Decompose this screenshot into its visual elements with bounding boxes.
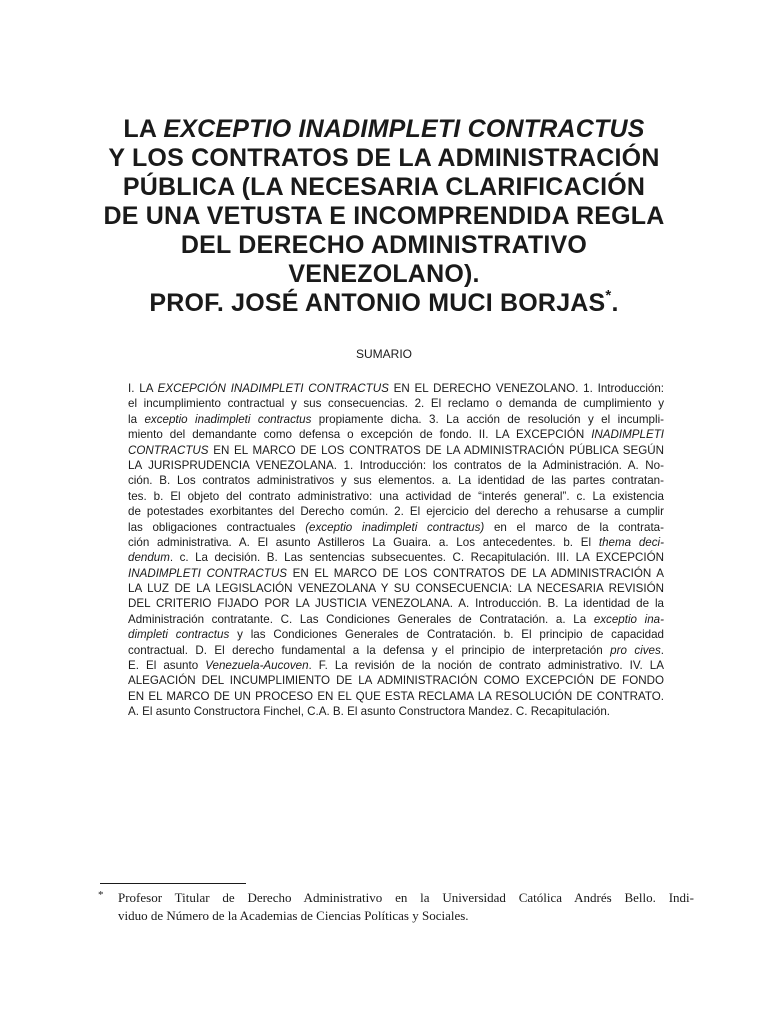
- sumario-text: ALEGACIÓN DEL INCUMPLIMIENTO DE LA ADMINISTRACIÓN COMO EXCEPCIÓN DE FONDO: [128, 674, 664, 688]
- sumario-italic-text: CONTRACTUS: [128, 443, 209, 457]
- sumario-line: [128, 658, 664, 673]
- author-footnote-mark: *: [605, 287, 612, 304]
- sumario-text: EN EL DERECHO VENEZOLANO. 1. Introducción:: [388, 382, 665, 395]
- title-line-5: DEL DERECHO ADMINISTRATIVO: [180, 231, 588, 259]
- title-line-6: VENEZOLANO).: [288, 260, 480, 288]
- title-line-3: PÚBLICA (LA NECESARIA CLARIFICACIÓN: [122, 173, 646, 201]
- footnote-line-1: Profesor Titular de Derecho Administrativo en la Universidad Católica Andrés Bello. Indi-: [118, 890, 694, 905]
- sumario-line: [128, 673, 664, 688]
- sumario-line: [128, 535, 664, 550]
- sumario-text: contractual. D. El derecho fundamental a la defensa y el principio de interpretación: [128, 643, 611, 657]
- footnote-rule: [100, 883, 246, 884]
- sumario-text: A. El asunto Constructora Finchel, C.A. B. El asunto Constructora Mandez. C. Recapitulación.: [128, 705, 611, 719]
- sumario-text: la: [128, 412, 145, 426]
- sumario-text: el incumplimiento contractual y sus consecuencias. 2. El reclamo o demanda de cumplimiento y: [128, 397, 664, 411]
- sumario-line: [128, 489, 664, 504]
- title-line-2: Y LOS CONTRATOS DE LA ADMINISTRACIÓN: [108, 144, 660, 172]
- sumario-text: EN EL MARCO DE UN PROCESO EN EL QUE ESTA RECLAMA LA RESOLUCIÓN DE CONTRATO.: [128, 689, 664, 703]
- footnote: [98, 889, 694, 925]
- sumario-line: [128, 627, 664, 642]
- sumario-text: tes. b. El objeto del contrato administrativo: una actividad de “interés general”. c. La existencia: [128, 489, 664, 503]
- sumario-text: I. LA: [128, 382, 158, 395]
- sumario-italic-text: Venezuela-Aucoven: [205, 659, 309, 673]
- sumario-line: [128, 689, 664, 704]
- sumario-text: de potestades exorbitantes del Derecho común. 2. El ejercicio del derecho a rehusarse a cumplir: [128, 505, 664, 519]
- sumario-italic-text: thema deci-: [598, 535, 664, 549]
- author-name: PROF. JOSÉ ANTONIO MUCI BORJAS: [149, 289, 606, 317]
- sumario-text: E. El asunto: [128, 659, 206, 673]
- sumario-line: [128, 381, 664, 396]
- sumario-text: ción. B. Los contratos administrativos y sus elementos. a. La identidad de las partes contratan-: [128, 474, 664, 488]
- sumario-line: [128, 550, 664, 565]
- sumario-line: [128, 504, 664, 519]
- sumario-line: [128, 427, 664, 442]
- sumario-text: .: [660, 643, 664, 657]
- title-line-1-prefix: LA: [123, 115, 164, 143]
- sumario-italic-text: INADIMPLETI CONTRACTUS: [128, 566, 287, 580]
- sumario-text: y las Condiciones Generales de Contratación. b. El principio de capacidad: [229, 628, 665, 642]
- sumario-italic-text: pro cives: [610, 643, 661, 657]
- sumario-italic-text: INADIMPLETI: [591, 428, 664, 442]
- sumario-italic-text: exceptio ina-: [593, 612, 664, 626]
- footnote-line-2: viduo de Número de la Academias de Ciencias Políticas y Sociales.: [118, 908, 469, 923]
- title-line-1-italic: EXCEPTIO INADIMPLETI CONTRACTUS: [163, 115, 645, 143]
- sumario-line: [128, 473, 664, 488]
- sumario-text: miento del demandante como defensa o excepción de fondo. II. LA EXCEPCIÓN: [128, 428, 592, 442]
- sumario-line: [128, 396, 664, 411]
- sumario-heading: SUMARIO: [355, 347, 412, 361]
- sumario-line: [128, 704, 664, 719]
- sumario-text: DEL CRITERIO FIJADO POR LA JUSTICIA VENEZOLANA. A. Introducción. B. La identidad de la: [128, 597, 664, 611]
- sumario-text: . c. La decisión. B. Las sentencias subsecuentes. C. Recapitulación. III. LA EXCEPCIÓN: [169, 551, 664, 565]
- sumario-text: EN EL MARCO DE LOS CONTRATOS DE LA ADMINISTRACIÓN PÚBLICA SEGÚN: [208, 443, 664, 457]
- sumario-line: [128, 581, 664, 596]
- sumario-text: LA LUZ DE LA LEGISLACIÓN VENEZOLANA Y SU CONSECUENCIA: LA NECESARIA REVISIÓN: [128, 582, 664, 596]
- sumario-body: [128, 381, 664, 720]
- author-line: [60, 289, 708, 318]
- sumario-line: [128, 612, 664, 627]
- sumario-line: [128, 412, 664, 427]
- title-line-4: DE UNA VETUSTA E INCOMPRENDIDA REGLA: [103, 202, 665, 230]
- sumario-text: EN EL MARCO DE LOS CONTRATOS DE LA ADMINISTRACIÓN A: [286, 566, 664, 580]
- sumario-text: propiamente dicha. 3. La acción de resolución y el incumpli-: [311, 412, 664, 426]
- sumario-text: ción administrativa. A. El asunto Astilleros La Guaira. a. Los antecedentes. b. El: [128, 535, 599, 549]
- sumario-text: LA JURISPRUDENCIA VENEZOLANA. 1. Introducción: los contratos de la Administración. A. No-: [128, 458, 664, 472]
- title-line-1: [60, 115, 708, 144]
- footnote-mark: *: [98, 889, 104, 901]
- sumario-text: en el marco de la contrata-: [484, 520, 664, 534]
- sumario-text: Administración contratante. C. Las Condiciones Generales de Contratación. a. La: [128, 612, 594, 626]
- sumario-line: [128, 596, 664, 611]
- sumario-line: [128, 443, 664, 458]
- sumario-italic-text: EXCEPCIÓN INADIMPLETI CONTRACTUS: [157, 382, 389, 395]
- sumario-line: [128, 643, 664, 658]
- author-period: .: [611, 289, 619, 317]
- sumario-line: [128, 520, 664, 535]
- sumario-line: [128, 566, 664, 581]
- sumario-text: las obligaciones contractuales: [128, 520, 306, 534]
- sumario-italic-text: dendum: [128, 551, 170, 565]
- article-title: [60, 115, 708, 318]
- sumario-text: . F. La revisión de la noción de contrato administrativo. IV. LA: [308, 659, 664, 673]
- sumario-italic-text: exceptio inadimpleti contractus: [144, 412, 312, 426]
- sumario-line: [128, 458, 664, 473]
- sumario-italic-text: (exceptio inadimpleti contractus): [305, 520, 485, 534]
- sumario-italic-text: dimpleti contractus: [128, 628, 230, 642]
